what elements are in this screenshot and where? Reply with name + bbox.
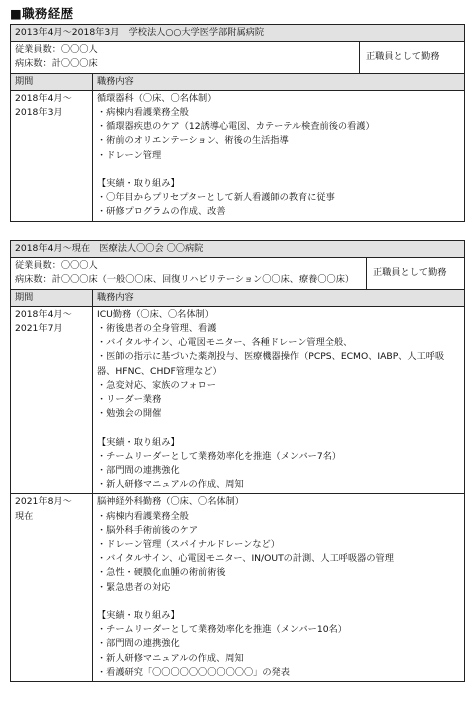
list-item: ・急性・硬膜化血腫の術前術後: [97, 567, 226, 579]
period-start: 2018年4月〜: [15, 92, 72, 104]
period-end: 2018年3月: [15, 107, 63, 119]
table-row: [11, 90, 465, 221]
list-item: ・リーダー業務: [97, 394, 162, 406]
employer-info: [11, 258, 367, 289]
row-period: [11, 306, 93, 494]
spacer: [97, 595, 460, 609]
achievements-heading: 【実績・取り組み】: [97, 610, 180, 622]
row-content: [93, 494, 465, 682]
list-item: ・術前のオリエンテーション、術後の生活指導: [97, 135, 289, 147]
department-title: ICU勤務（〇床、〇名体制）: [97, 308, 214, 320]
spacer: [97, 163, 460, 177]
col-header-period: 期間: [11, 289, 93, 306]
list-item: ・循環器疾患のケア（12誘導心電図、カテーテル検査前後の看護）: [97, 121, 375, 133]
list-item: ・チームリーダーとして業務効率化を推進（メンバー10名）: [97, 624, 347, 636]
list-item: ・緊急患者の対応: [97, 581, 171, 593]
list-item: ・研修プログラムの作成、改善: [97, 206, 226, 218]
list-item: ・勉強会の開催: [97, 408, 162, 420]
list-item: ・医師の指示に基づいた薬剤投与、医療機器操作（PCPS、ECMO、IABP、人工呼吸器、HFNC、CHDF管理など）: [97, 351, 445, 377]
employee-count: 従業員数：〇〇〇人: [15, 260, 98, 272]
list-item: ・ドレーン管理（スパイナルドレーンなど）: [97, 539, 280, 551]
table-row: [11, 306, 465, 494]
list-item: ・病棟内看護業務全般: [97, 107, 189, 119]
list-item: ・看護研究「〇〇〇〇〇〇〇〇〇〇〇」の発表: [97, 666, 290, 678]
period-end: 2021年7月: [15, 323, 63, 335]
employer-period-header: 2018年4月〜現在 医療法人〇〇会 〇〇病院: [11, 241, 465, 258]
department-title: 脳神経外科勤務（〇床、〇名体制）: [97, 496, 244, 508]
table-row: [11, 494, 465, 682]
list-item: ・病棟内看護業務全般: [97, 510, 189, 522]
list-item: ・バイタルサイン、心電図モニター、IN/OUTの計測、人工呼吸器の管理: [97, 553, 394, 565]
row-content: [93, 90, 465, 221]
spacer: [97, 421, 460, 435]
row-period: [11, 90, 93, 221]
section-heading: ■職務経歴: [10, 6, 74, 21]
list-item: ・ドレーン管理: [97, 149, 162, 161]
period-start: 2021年8月〜: [15, 496, 72, 508]
period-start: 2018年4月〜: [15, 308, 72, 320]
employer-period-header: 2013年4月〜2018年3月 学校法人○○大学医学部附属病院: [11, 25, 465, 42]
list-item: ・バイタルサイン、心電図モニター、各種ドレーン管理全般、: [97, 337, 353, 349]
list-item: ・〇年目からプリセプターとして新人看護師の教育に従事: [97, 192, 335, 204]
employment-type: 正職員として勤務: [360, 42, 465, 73]
row-period: [11, 494, 93, 682]
list-item: ・チームリーダーとして業務効率化を推進（メンバー7名）: [97, 450, 342, 462]
achievements-heading: 【実績・取り組み】: [97, 178, 180, 190]
bed-count: 病床数：計〇〇〇床（一般〇〇床、回復リハビリテーション〇〇床、療養〇〇床）: [15, 274, 355, 286]
list-item: ・新人研修マニュアルの作成、周知: [97, 652, 244, 664]
bed-count: 病床数：計〇〇〇床: [15, 58, 98, 70]
col-header-content: 職務内容: [93, 289, 465, 306]
career-block-2: [10, 240, 465, 682]
employee-count: 従業員数：〇〇〇人: [15, 44, 98, 56]
period-end: 現在: [15, 510, 34, 522]
list-item: ・新人研修マニュアルの作成、周知: [97, 479, 244, 491]
employment-type: 正職員として勤務: [367, 258, 465, 289]
list-item: ・部門間の連携強化: [97, 465, 180, 477]
list-item: ・部門間の連携強化: [97, 638, 180, 650]
col-header-content: 職務内容: [93, 73, 465, 90]
list-item: ・脳外科手術前後のケア: [97, 524, 199, 536]
career-block-1: [10, 24, 465, 222]
list-item: ・急変対応、家族のフォロー: [97, 379, 216, 391]
row-content: [93, 306, 465, 494]
department-title: 循環器科（〇床、〇名体制）: [97, 92, 217, 104]
list-item: ・術後患者の全身管理、看護: [97, 323, 217, 335]
col-header-period: 期間: [11, 73, 93, 90]
employer-info: [11, 42, 360, 73]
achievements-heading: 【実績・取り組み】: [97, 436, 180, 448]
